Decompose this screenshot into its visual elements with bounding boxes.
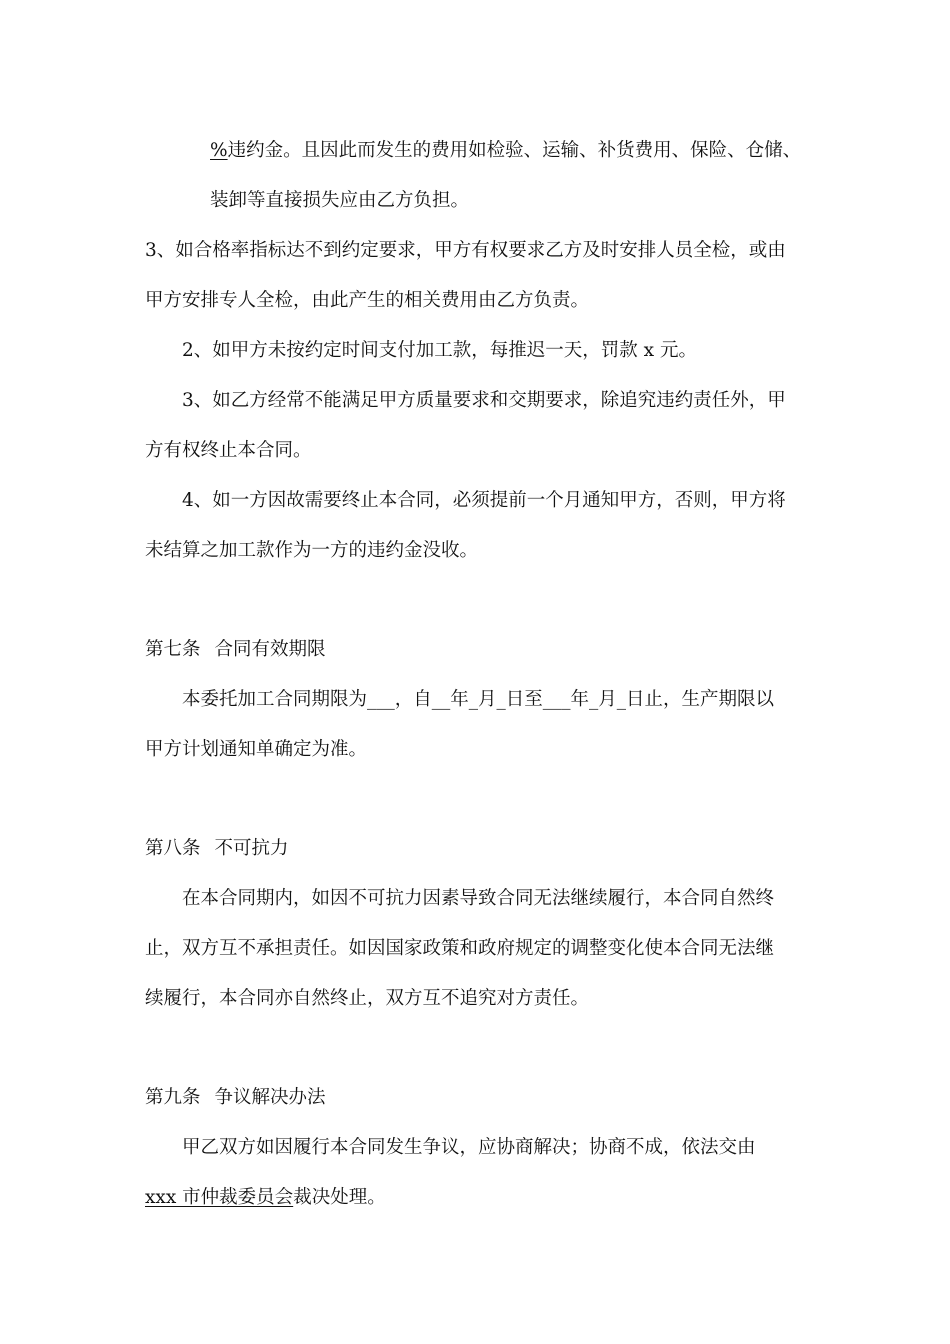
penalty-clause-line-2: 装卸等直接损失应由乙方负担。	[210, 190, 470, 211]
article-9-line-1: 甲乙双方如因履行本合同发生争议，应协商解决；协商不成，依法交由	[182, 1137, 756, 1158]
quality-clause-line-1: 3、如乙方经常不能满足甲方质量要求和交期要求，除追究违约责任外，甲	[182, 390, 786, 411]
article-8-line-2: 止，双方互不承担责任。如因国家政策和政府规定的调整变化使本合同无法继	[145, 938, 775, 959]
late-payment-clause: 2、如甲方未按约定时间支付加工款，每推迟一天，罚款 x 元。	[182, 340, 697, 361]
article-8-title: 不可抗力	[214, 838, 289, 859]
arbitration-clause-text: 裁决处理。	[293, 1187, 386, 1208]
pass-rate-clause-line-2: 甲方安排专人全检，由此产生的相关费用由乙方负责。	[145, 290, 590, 311]
pass-rate-clause-line-1: 3、如合格率指标达不到约定要求，甲方有权要求乙方及时安排人员全检，或由	[145, 240, 786, 261]
article-8-line-1: 在本合同期内，如因不可抗力因素导致合同无法继续履行，本合同自然终	[182, 888, 775, 909]
quality-clause-line-2: 方有权终止本合同。	[145, 440, 312, 461]
article-8-line-3: 续履行，本合同亦自然终止，双方互不追究对方责任。	[145, 988, 590, 1009]
article-9-number: 第九条	[145, 1087, 201, 1108]
article-7-line-2: 甲方计划通知单确定为准。	[145, 739, 368, 760]
arbitration-committee-name: xxx 市仲裁委员会	[145, 1187, 294, 1208]
article-7-line-1: 本委托加工合同期限为___，自__年_月_日至___年_月_日止，生产期限以	[182, 689, 775, 710]
article-9-title: 争议解决办法	[214, 1087, 326, 1108]
termination-clause-line-2: 未结算之加工款作为一方的违约金没收。	[145, 540, 479, 561]
article-8-number: 第八条	[145, 838, 201, 859]
article-8-heading	[145, 837, 289, 861]
article-7-number: 第七条	[145, 639, 201, 660]
article-9-line-2	[145, 1186, 386, 1210]
percent-blank: %	[210, 140, 228, 161]
penalty-clause-text: 违约金。且因此而发生的费用如检验、运输、补货费用、保险、仓储、	[227, 140, 802, 161]
article-9-heading	[145, 1086, 326, 1110]
penalty-clause-line-1	[210, 139, 801, 163]
termination-clause-line-1: 4、如一方因故需要终止本合同，必须提前一个月通知甲方，否则，甲方将	[182, 490, 786, 511]
article-7-heading	[145, 638, 326, 662]
article-7-title: 合同有效期限	[214, 639, 326, 660]
